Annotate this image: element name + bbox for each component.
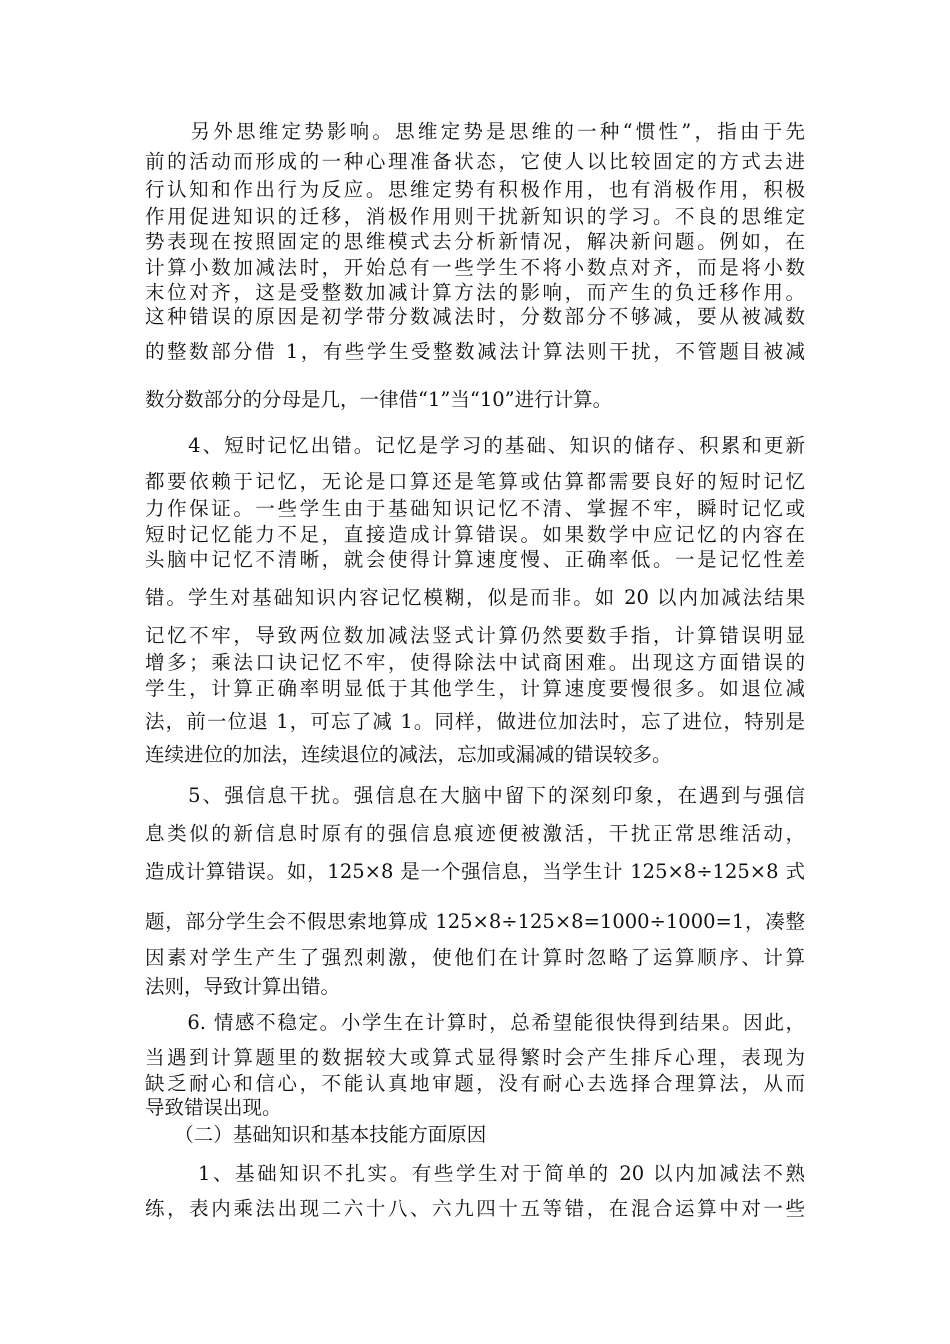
text-line: 错。学生对基础知识内容记忆模糊，似是而非。如 20 以内加减法结果 — [145, 586, 805, 609]
text-line: 这种错误的原因是初学带分数减法时，分数部分不够减，要从被减数 — [145, 305, 805, 328]
text-line: 势表现在按照固定的思维模式去分析新情况，解决新问题。例如，在 — [145, 230, 805, 253]
text-line: 缺乏耐心和信心，不能认真地审题，没有耐心去选择合理算法，从而 — [145, 1072, 805, 1095]
text-line: 数分数部分的分母是几，一律借“1”当“10”进行计算。 — [145, 388, 613, 411]
text-line: 末位对齐，这是受整数加减计算方法的影响，而产生的负迁移作用。 — [145, 281, 805, 304]
text-line: 的整数部分借 1，有些学生受整数减法计算法则干扰，不管题目被减 — [145, 340, 805, 363]
text-line: 息类似的新信息时原有的强信息痕迹便被激活，干扰正常思维活动， — [145, 822, 805, 845]
text-line: 短时记忆能力不足，直接造成计算错误。如果数学中应记忆的内容在 — [145, 523, 805, 546]
text-line: 作用促进知识的迁移，消极作用则干扰新知识的学习。不良的思维定 — [145, 205, 805, 228]
text-line: 法则，导致计算出错。 — [145, 975, 341, 998]
text-line: 6. 情感不稳定。小学生在计算时，总希望能很快得到结果。因此， — [145, 1011, 805, 1034]
text-line: 力作保证。一些学生由于基础知识记忆不清、掌握不牢，瞬时记忆或 — [145, 497, 805, 520]
text-line: 因素对学生产生了强烈刺激，使他们在计算时忽略了运算顺序、计算 — [145, 946, 805, 969]
text-line: 计算小数加减法时，开始总有一些学生不将小数点对齐，而是将小数 — [145, 256, 805, 279]
text-line: 学生，计算正确率明显低于其他学生，计算速度要慢很多。如退位减 — [145, 677, 805, 700]
text-line: 造成计算错误。如，125×8 是一个强信息，当学生计 125×8÷125×8 式 — [145, 860, 805, 883]
text-line: 连续进位的加法，连续退位的减法，忘加或漏减的错误较多。 — [145, 743, 672, 766]
text-line: 1、基础知识不扎实。有些学生对于简单的 20 以内加减法不熟 — [145, 1162, 805, 1185]
text-line: 另外思维定势影响。思维定势是思维的一种“惯性”，指由于先 — [145, 120, 805, 143]
text-line: 记忆不牢，导致两位数加减法竖式计算仍然要数手指，计算错误明显 — [145, 624, 805, 647]
text-line: 增多；乘法口诀记忆不牢，使得除法中试商困难。出现这方面错误的 — [145, 651, 805, 674]
text-line: 4、短时记忆出错。记忆是学习的基础、知识的储存、积累和更新 — [145, 434, 805, 457]
text-line: 前的活动而形成的一种心理准备状态，它使人以比较固定的方式去进 — [145, 150, 805, 173]
text-line: 头脑中记忆不清晰，就会使得计算速度慢、正确率低。一是记忆性差 — [145, 548, 805, 571]
text-line: 练，表内乘法出现二六十八、六九四十五等错，在混合运算中对一些 — [145, 1197, 805, 1220]
section-heading: （二）基础知识和基本技能方面原因 — [145, 1123, 487, 1146]
text-line: 导致错误出现。 — [145, 1096, 282, 1119]
text-line: 5、强信息干扰。强信息在大脑中留下的深刻印象，在遇到与强信 — [145, 784, 805, 807]
text-line: 当遇到计算题里的数据较大或算式显得繁时会产生排斥心理，表现为 — [145, 1046, 805, 1069]
text-line: 行认知和作出行为反应。思维定势有积极作用，也有消极作用，积极 — [145, 178, 805, 201]
text-line: 法，前一位退 1，可忘了减 1。同样，做进位加法时，忘了进位，特别是 — [145, 710, 805, 733]
text-line: 题，部分学生会不假思索地算成 125×8÷125×8=1000÷1000=1，凑整 — [145, 910, 805, 933]
text-line: 都要依赖于记忆，无论是口算还是笔算或估算都需要良好的短时记忆 — [145, 470, 805, 493]
